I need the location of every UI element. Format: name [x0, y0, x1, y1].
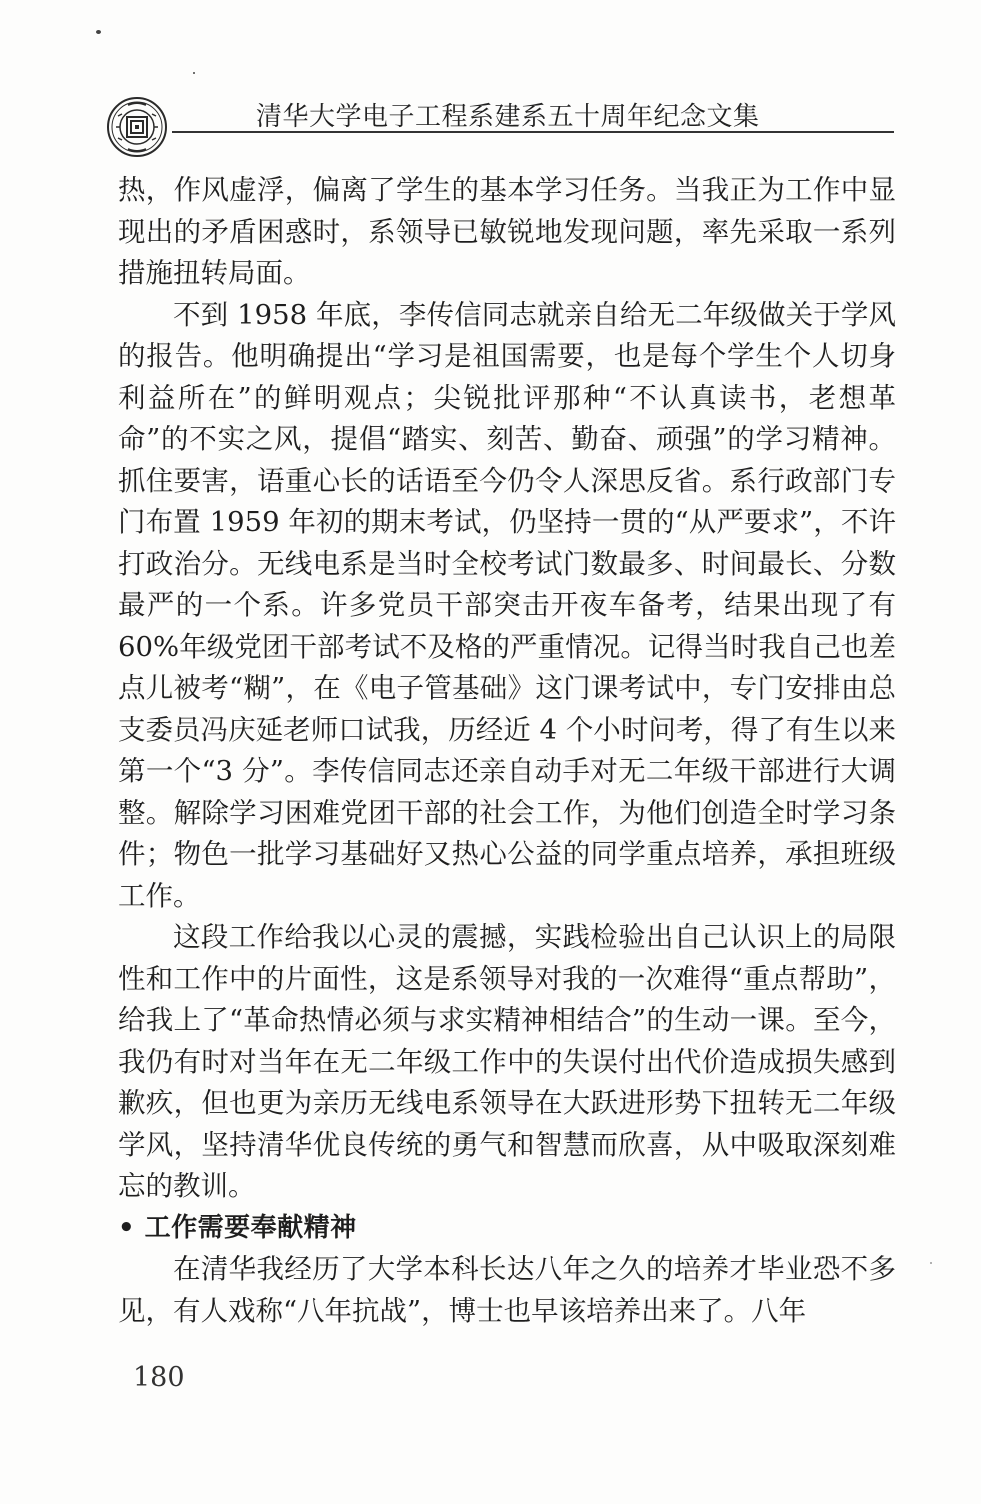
- section-heading: • 工作需要奉献精神: [118, 1212, 357, 1243]
- paragraph: 这段工作给我以心灵的震撼，实践检验出自己认识上的局限性和工作中的片面性，这是系领导对我的一次难得“重点帮助”，给我上了“革命热情必须与求实精神相结合”的生动一课。至今，我仍有时对当年在无二年级工作中的失误付出代价造成损失感到歉疚，但也更为亲历无线电系领导在大跃进形势下扭转无二年级学风，坚持清华优良传统的勇气和智慧而欣喜，从中吸取深刻难忘的教训。: [118, 921, 896, 1202]
- scan-speck: [96, 30, 101, 34]
- scan-speck: [193, 72, 195, 74]
- paragraph: 不到 1958 年底，李传信同志就亲自给无二年级做关于学风的报告。他明确提出“学习是祖国需要，也是每个学生个人切身利益所在”的鲜明观点；尖锐批评那种“不认真读书，老想革命”的不实之风，提倡“踏实、刻苦、勤奋、顽强”的学习精神。抓住要害，语重心长的话语至今仍令人深思反省。系行政部门专门布置 1959 年初的期末考试，仍坚持一贯的“从严要求”，不许打政治分。无线电系是当时全校考试门数最多、时间最长、分数最严的一个系。许多党员干部突击开夜车备考，结果出现了有 60%年级党团干部考试不及格的严重情况。记得当时我自己也差点儿被考“糊”，在《电子管基础》这门课考试中，专门安排由总支委员冯庆延老师口试我，历经近 4 个小时问考，得了有生以来第一个“3 分”。李传信同志还亲自动手对无二年级干部进行大调整。解除学习困难党团干部的社会工作，为他们创造全时学习条件；物色一批学习基础好又热心公益的同学重点培养，承担班级工作。: [118, 298, 896, 912]
- paragraph: 热，作风虚浮，偏离了学生的基本学习任务。当我正为工作中显现出的矛盾困惑时，系领导已敏锐地发现问题，率先采取一系列措施扭转局面。: [118, 174, 896, 289]
- scan-speck: [930, 1262, 932, 1264]
- book-title: 清华大学电子工程系建系五十周年纪念文集: [256, 102, 760, 132]
- running-header: [106, 88, 896, 150]
- paragraph: 在清华我经历了大学本科长达八年之久的培养才毕业恐不多见，有人戏称“八年抗战”，博士也早该培养出来了。八年: [118, 1253, 896, 1327]
- body-text: [118, 170, 896, 1332]
- page-number: 180: [133, 1362, 185, 1393]
- university-seal-icon: [106, 96, 168, 158]
- header-divider: [172, 131, 894, 133]
